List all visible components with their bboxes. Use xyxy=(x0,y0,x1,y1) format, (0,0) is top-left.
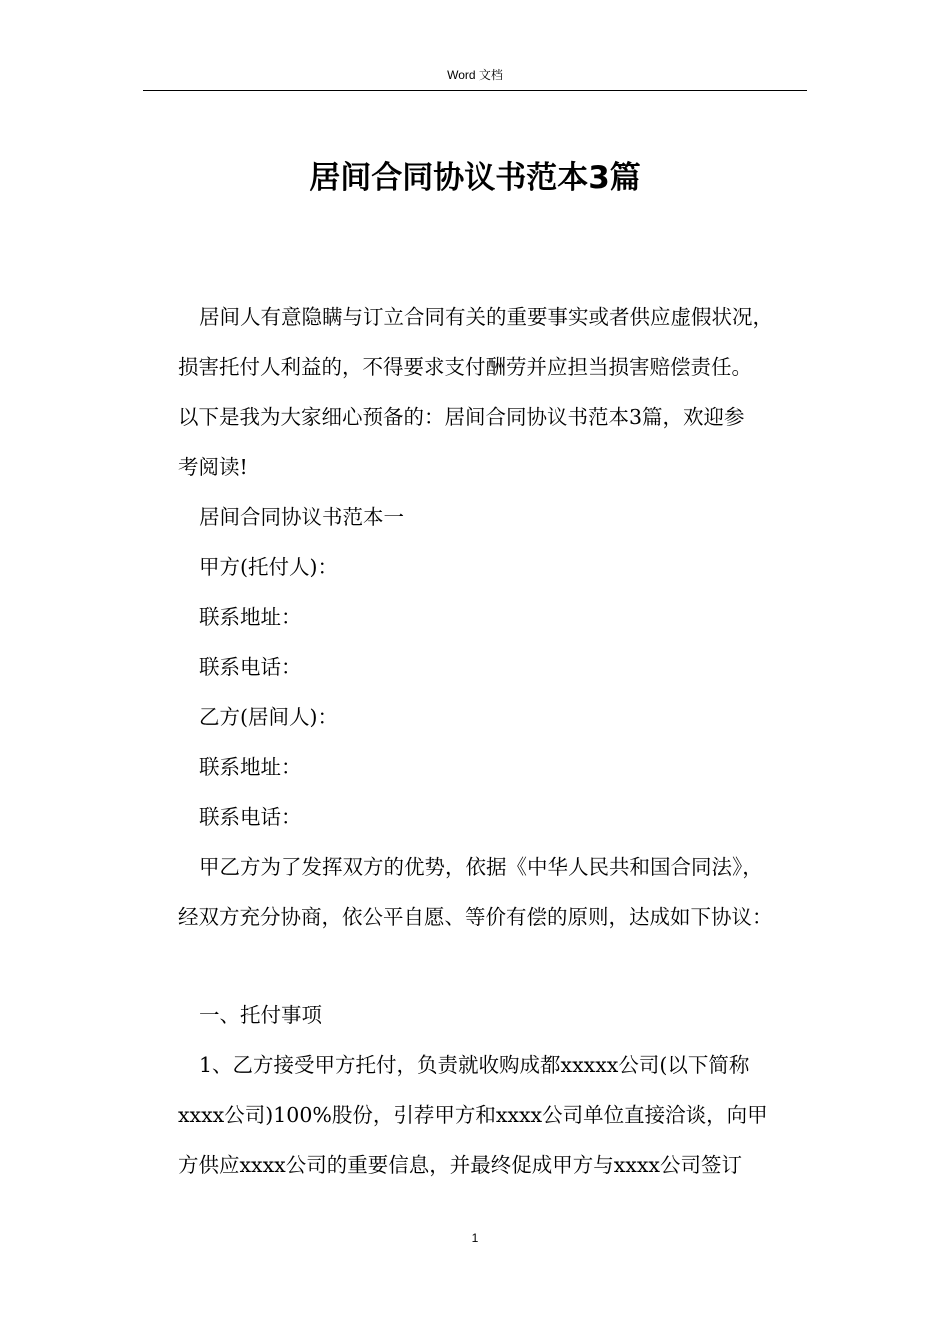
header-text: Word 文档 xyxy=(447,68,503,82)
section-heading: 居间合同协议书范本一 xyxy=(199,505,404,529)
paragraph-line: 以下是我为大家细心预备的：居间合同协议书范本3篇，欢迎参 xyxy=(178,405,745,429)
paragraph-line: 损害托付人利益的，不得要求支付酬劳并应担当损害赔偿责任。 xyxy=(178,355,752,379)
paragraph-line: 考阅读! xyxy=(178,455,248,479)
party-b-phone-label: 联系电话： xyxy=(199,805,302,829)
paragraph-line: 居间人有意隐瞒与订立合同有关的重要事实或者供应虚假状况， xyxy=(199,305,773,329)
page-header xyxy=(143,66,807,91)
clause-heading: 一、托付事项 xyxy=(199,1003,322,1027)
paragraph-line: 经双方充分协商，依公平自愿、等价有偿的原则，达成如下协议： xyxy=(178,905,773,929)
party-a-label: 甲方(托付人)： xyxy=(199,555,338,579)
paragraph-line: 方供应xxxx公司的重要信息，并最终促成甲方与xxxx公司签订 xyxy=(178,1153,742,1177)
paragraph-line: 甲乙方为了发挥双方的优势，依据《中华人民共和国合同法》， xyxy=(199,855,763,879)
party-a-phone-label: 联系电话： xyxy=(199,655,302,679)
page-number: 1 xyxy=(471,1231,479,1245)
party-a-address-label: 联系地址： xyxy=(199,605,302,629)
document-title: 居间合同协议书范本3篇 xyxy=(309,160,641,196)
paragraph-line: 1、乙方接受甲方托付，负责就收购成都xxxxx公司(以下简称 xyxy=(199,1053,750,1077)
paragraph-line: xxxx公司)100%股份，引荐甲方和xxxx公司单位直接洽谈，向甲 xyxy=(178,1103,768,1127)
party-b-label: 乙方(居间人)： xyxy=(199,705,338,729)
party-b-address-label: 联系地址： xyxy=(199,755,302,779)
